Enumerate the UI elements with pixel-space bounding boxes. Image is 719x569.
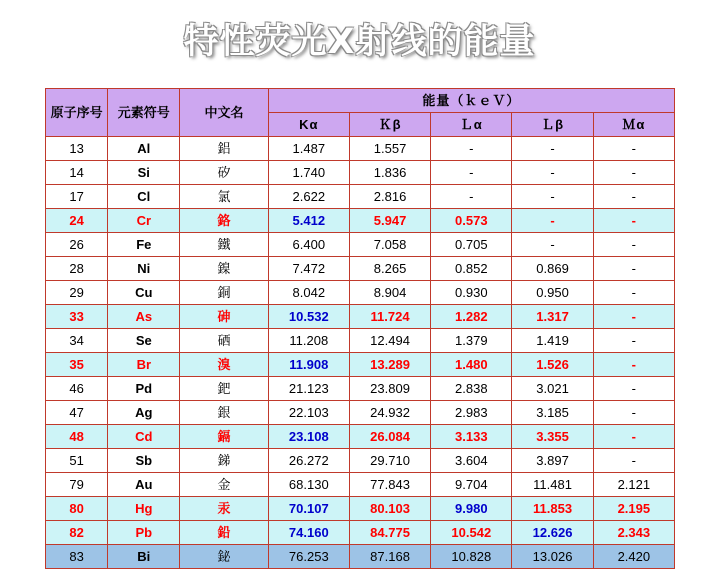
cell-m-alpha: 2.195 [593,497,674,521]
cell-l-alpha: - [431,185,512,209]
cell-atomic-number: 80 [46,497,108,521]
cell-l-beta: 1.419 [512,329,593,353]
cell-element-symbol: Se [108,329,180,353]
cell-l-beta: 3.021 [512,377,593,401]
cell-m-alpha: - [593,305,674,329]
table-row [46,305,675,329]
cell-l-beta: - [512,233,593,257]
table-row [46,353,675,377]
cell-atomic-number: 79 [46,473,108,497]
cell-l-alpha: 1.282 [431,305,512,329]
cell-l-alpha: 0.573 [431,209,512,233]
cell-k-alpha: 2.622 [268,185,349,209]
cell-m-alpha: - [593,449,674,473]
table-row [46,545,675,569]
cell-k-beta: 8.265 [349,257,430,281]
table-row [46,497,675,521]
cell-k-alpha: 1.740 [268,161,349,185]
cell-element-symbol: Cu [108,281,180,305]
cell-l-alpha: 0.852 [431,257,512,281]
cell-chinese-name: 鋁 [180,137,268,161]
cell-k-beta: 11.724 [349,305,430,329]
col-header-chinese-name: 中文名 [180,89,268,137]
cell-atomic-number: 28 [46,257,108,281]
cell-atomic-number: 51 [46,449,108,473]
page-title: 特性荧光X射线的能量 [183,22,536,62]
cell-k-beta: 23.809 [349,377,430,401]
cell-l-beta: 11.853 [512,497,593,521]
cell-m-alpha: - [593,329,674,353]
cell-k-beta: 8.904 [349,281,430,305]
cell-l-beta: 0.950 [512,281,593,305]
cell-element-symbol: Pb [108,521,180,545]
cell-l-beta: - [512,161,593,185]
cell-element-symbol: Au [108,473,180,497]
cell-element-symbol: Br [108,353,180,377]
cell-atomic-number: 24 [46,209,108,233]
cell-l-alpha: 3.133 [431,425,512,449]
cell-element-symbol: As [108,305,180,329]
cell-chinese-name: 鈀 [180,377,268,401]
table-row [46,449,675,473]
cell-chinese-name: 鐵 [180,233,268,257]
table-row [46,329,675,353]
cell-m-alpha: 2.420 [593,545,674,569]
cell-k-beta: 2.816 [349,185,430,209]
cell-m-alpha: - [593,257,674,281]
cell-chinese-name: 矽 [180,161,268,185]
col-header-l-alpha: Ｌα [431,113,512,137]
cell-l-beta: 0.869 [512,257,593,281]
xray-energy-table [45,88,675,569]
cell-chinese-name: 銻 [180,449,268,473]
cell-k-alpha: 10.532 [268,305,349,329]
cell-k-alpha: 11.908 [268,353,349,377]
cell-chinese-name: 鎘 [180,425,268,449]
table-row [46,521,675,545]
cell-chinese-name: 汞 [180,497,268,521]
cell-atomic-number: 47 [46,401,108,425]
cell-l-alpha: 1.379 [431,329,512,353]
cell-k-alpha: 26.272 [268,449,349,473]
cell-chinese-name: 鉍 [180,545,268,569]
cell-k-beta: 84.775 [349,521,430,545]
cell-l-beta: 3.897 [512,449,593,473]
xray-energy-table-container [45,88,675,569]
cell-chinese-name: 硒 [180,329,268,353]
cell-k-alpha: 1.487 [268,137,349,161]
cell-l-alpha: 0.705 [431,233,512,257]
cell-l-beta: 13.026 [512,545,593,569]
cell-atomic-number: 34 [46,329,108,353]
cell-element-symbol: Cr [108,209,180,233]
table-row [46,233,675,257]
cell-atomic-number: 82 [46,521,108,545]
col-header-l-beta: Ｌβ [512,113,593,137]
cell-k-alpha: 70.107 [268,497,349,521]
cell-atomic-number: 29 [46,281,108,305]
table-header [46,89,675,137]
cell-k-beta: 12.494 [349,329,430,353]
cell-l-beta: 1.526 [512,353,593,377]
table-header-row-1 [46,89,675,113]
table-row [46,161,675,185]
cell-m-alpha: - [593,401,674,425]
table-row [46,473,675,497]
cell-k-beta: 1.557 [349,137,430,161]
cell-k-beta: 77.843 [349,473,430,497]
cell-l-alpha: 9.704 [431,473,512,497]
cell-element-symbol: Hg [108,497,180,521]
cell-element-symbol: Si [108,161,180,185]
cell-element-symbol: Cd [108,425,180,449]
col-header-k-alpha: Kα [268,113,349,137]
cell-l-beta: 11.481 [512,473,593,497]
cell-l-alpha: 10.542 [431,521,512,545]
cell-k-beta: 87.168 [349,545,430,569]
cell-k-alpha: 76.253 [268,545,349,569]
cell-m-alpha: - [593,209,674,233]
table-row [46,137,675,161]
cell-l-beta: - [512,185,593,209]
cell-chinese-name: 砷 [180,305,268,329]
cell-atomic-number: 83 [46,545,108,569]
cell-chinese-name: 鉛 [180,521,268,545]
table-row [46,401,675,425]
cell-l-alpha: 3.604 [431,449,512,473]
table-row [46,425,675,449]
cell-k-beta: 7.058 [349,233,430,257]
col-header-m-alpha: Ｍα [593,113,674,137]
cell-l-beta: 3.185 [512,401,593,425]
cell-m-alpha: - [593,137,674,161]
cell-k-alpha: 7.472 [268,257,349,281]
cell-k-alpha: 74.160 [268,521,349,545]
table-row [46,257,675,281]
cell-k-alpha: 68.130 [268,473,349,497]
cell-l-beta: 12.626 [512,521,593,545]
cell-k-beta: 26.084 [349,425,430,449]
cell-k-alpha: 5.412 [268,209,349,233]
cell-element-symbol: Fe [108,233,180,257]
cell-chinese-name: 鎳 [180,257,268,281]
col-header-energy-group: 能量（ｋｅＶ） [268,89,674,113]
cell-m-alpha: - [593,185,674,209]
cell-atomic-number: 17 [46,185,108,209]
table-row [46,209,675,233]
cell-k-alpha: 23.108 [268,425,349,449]
cell-m-alpha: - [593,281,674,305]
cell-element-symbol: Al [108,137,180,161]
col-header-atomic-number: 原子序号 [46,89,108,137]
cell-k-alpha: 8.042 [268,281,349,305]
cell-l-alpha: - [431,161,512,185]
cell-k-beta: 24.932 [349,401,430,425]
cell-l-alpha: 10.828 [431,545,512,569]
cell-atomic-number: 13 [46,137,108,161]
cell-k-alpha: 21.123 [268,377,349,401]
cell-l-beta: - [512,137,593,161]
cell-k-alpha: 6.400 [268,233,349,257]
cell-k-alpha: 11.208 [268,329,349,353]
cell-atomic-number: 14 [46,161,108,185]
cell-k-beta: 13.289 [349,353,430,377]
cell-l-beta: 1.317 [512,305,593,329]
cell-l-alpha: 9.980 [431,497,512,521]
cell-chinese-name: 銅 [180,281,268,305]
cell-chinese-name: 鉻 [180,209,268,233]
cell-element-symbol: Pd [108,377,180,401]
cell-l-beta: - [512,209,593,233]
cell-element-symbol: Ni [108,257,180,281]
cell-l-alpha: 2.983 [431,401,512,425]
cell-k-beta: 1.836 [349,161,430,185]
cell-l-alpha: 2.838 [431,377,512,401]
cell-atomic-number: 26 [46,233,108,257]
table-body [46,137,675,569]
cell-chinese-name: 銀 [180,401,268,425]
cell-k-beta: 80.103 [349,497,430,521]
cell-atomic-number: 33 [46,305,108,329]
cell-m-alpha: 2.121 [593,473,674,497]
cell-element-symbol: Ag [108,401,180,425]
table-row [46,185,675,209]
cell-l-alpha: 1.480 [431,353,512,377]
cell-m-alpha: 2.343 [593,521,674,545]
cell-m-alpha: - [593,377,674,401]
table-row [46,281,675,305]
cell-atomic-number: 48 [46,425,108,449]
cell-chinese-name: 氯 [180,185,268,209]
col-header-k-beta: Ｋβ [349,113,430,137]
cell-m-alpha: - [593,161,674,185]
cell-element-symbol: Sb [108,449,180,473]
col-header-element-symbol: 元素符号 [108,89,180,137]
cell-atomic-number: 35 [46,353,108,377]
cell-chinese-name: 溴 [180,353,268,377]
cell-k-beta: 29.710 [349,449,430,473]
cell-chinese-name: 金 [180,473,268,497]
cell-k-alpha: 22.103 [268,401,349,425]
cell-l-alpha: - [431,137,512,161]
cell-element-symbol: Cl [108,185,180,209]
cell-l-beta: 3.355 [512,425,593,449]
cell-atomic-number: 46 [46,377,108,401]
cell-m-alpha: - [593,233,674,257]
cell-element-symbol: Bi [108,545,180,569]
cell-k-beta: 5.947 [349,209,430,233]
table-row [46,377,675,401]
cell-m-alpha: - [593,353,674,377]
cell-m-alpha: - [593,425,674,449]
cell-l-alpha: 0.930 [431,281,512,305]
